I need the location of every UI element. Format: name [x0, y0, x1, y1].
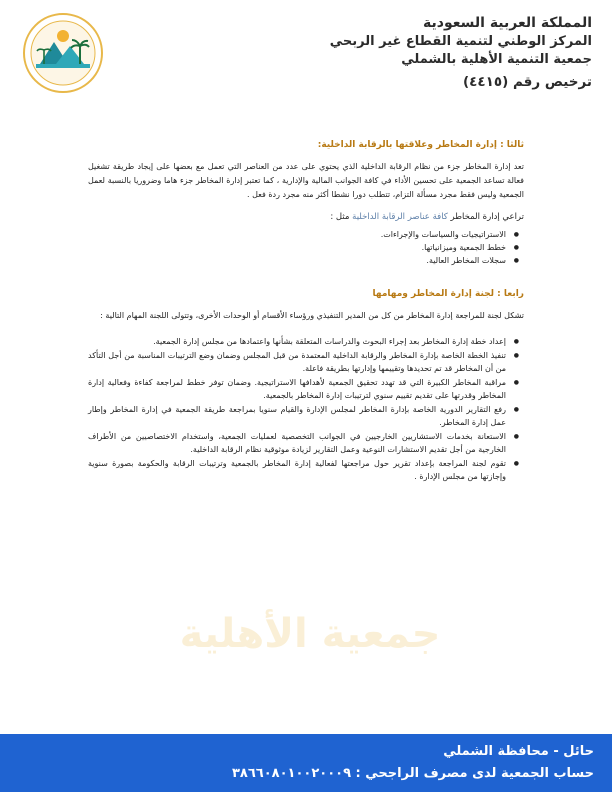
- footer-location: حائل - محافظة الشملي: [443, 744, 594, 759]
- lead-accent: كافة عناصر الرقابة الداخلية: [349, 212, 451, 222]
- list-item: ● خطط الجمعية وميزانياتها.: [88, 241, 506, 254]
- list-item: ● سجلات المخاطر العالية.: [88, 254, 506, 267]
- list-item: ● مراقبة المخاطر الكبيرة التي قد تهدد تحقيق الجمعية لأهدافها الاستراتيجية. وضمان توفر خطط لمراجعة كفاءة وفعالية إدارة المخاطر وقدرتها على تقديم تقييم سنوي لترتيبات إدارة المخاطر بالجمعية.: [88, 376, 506, 402]
- center-name: المركز الوطني لتنمية القطاع غير الربحي: [329, 34, 592, 49]
- letterhead: [232, 14, 592, 93]
- section-4-list: [88, 335, 524, 483]
- lead-start: تراعي إدارة المخاطر: [450, 212, 524, 222]
- section-3-list: [88, 228, 524, 267]
- license-number: ترخيص رقم (٤٤١٥): [462, 74, 592, 90]
- footer-bar: [0, 734, 612, 792]
- section-3-title: ثالثا : إدارة المخاطر وعلاقتها بالرقابة الداخلية:: [317, 140, 524, 150]
- list-item: ● الاستعانة بخدمات الاستشاريين الخارجيين في الجوانب التخصصية لعمليات الجمعية، واستخدام الاختصاصيين من الأطراف الخارجية من أجل تقديم الاستشارات النوعية وعمل التقارير لزيادة موثوقية نظام الرقابة الداخلية.: [88, 430, 506, 456]
- section-3-lead: [88, 212, 524, 222]
- list-item: ● الاستراتيجيات والسياسات والإجراءات.: [88, 228, 506, 241]
- association-name: جمعية التنمية الأهلية بالشملي: [401, 52, 592, 67]
- section-3-paragraph: تعد إدارة المخاطر جزء من نظام الرقابة الداخلية الذي يحتوي على عدد من العناصر التي تعمل مع بعضها على إيجاد طريقة تشغيل فعالة تساعد الجمعية على تحسين الأداء في كافة الجوانب المالية والإدارية ، كما تعتبر إدارة المخاطر جزء هاما وضروريا بالنسبة لعمل الجمعية وليس فقط مجرد مسألة التزام، تتطلب دورا نشطا أكثر منه مجرد ردة فعل .: [88, 162, 524, 199]
- section-4-title: رابعا : لجنة إدارة المخاطر ومهامها: [372, 289, 524, 299]
- list-item: ● تنفيذ الخطة الخاصة بإدارة المخاطر والرقابة الداخلية المعتمدة من قبل المجلس وضمان وضع الترتيبات المناسبة من أجل التأكد من أن المخاطر قد تم تحديدها وتقييمها وإدارتها بطريقة فاعلة.: [88, 349, 506, 375]
- footer-bank-account: حساب الجمعية لدى مصرف الراجحي : ٣٨٦٦٠٨٠١٠٠٢٠٠٠٩: [231, 766, 594, 781]
- list-item: ● رفع التقارير الدورية الخاصة بإدارة المخاطر لمجلس الإدارة والقيام سنويا بمراجعة طريقة الجمعية في إدارة المخاطر وإطار عمل إدارة المخاطر.: [88, 403, 506, 429]
- svg-text:جمعية الأهلية: جمعية الأهلية: [180, 611, 440, 657]
- list-item: ● إعداد خطة إدارة المخاطر بعد إجراء البحوث والدراسات المتعلقة بشأنها واعتمادها من مجلس إدارة الجمعية.: [88, 335, 506, 348]
- lead-end: مثل :: [330, 212, 350, 222]
- document-body: [88, 140, 524, 484]
- country-name: المملكة العربية السعودية: [423, 15, 592, 31]
- watermark: [180, 585, 440, 680]
- section-4-paragraph: تشكل لجنة للمراجعة إدارة المخاطر من كل من المدير التنفيذي ورؤساء الأقسام أو الوحدات الأخرى، وتتولى اللجنة المهام التالية :: [100, 311, 524, 320]
- list-item: ● تقوم لجنة المراجعة بإعداد تقرير حول مراجعتها لفعالية إدارة المخاطر بالجمعية وترتيبات الرقابة والحكومة بصورة سنوية وإجازتها من مجلس الإدارة .: [88, 457, 506, 483]
- association-logo: [22, 12, 104, 94]
